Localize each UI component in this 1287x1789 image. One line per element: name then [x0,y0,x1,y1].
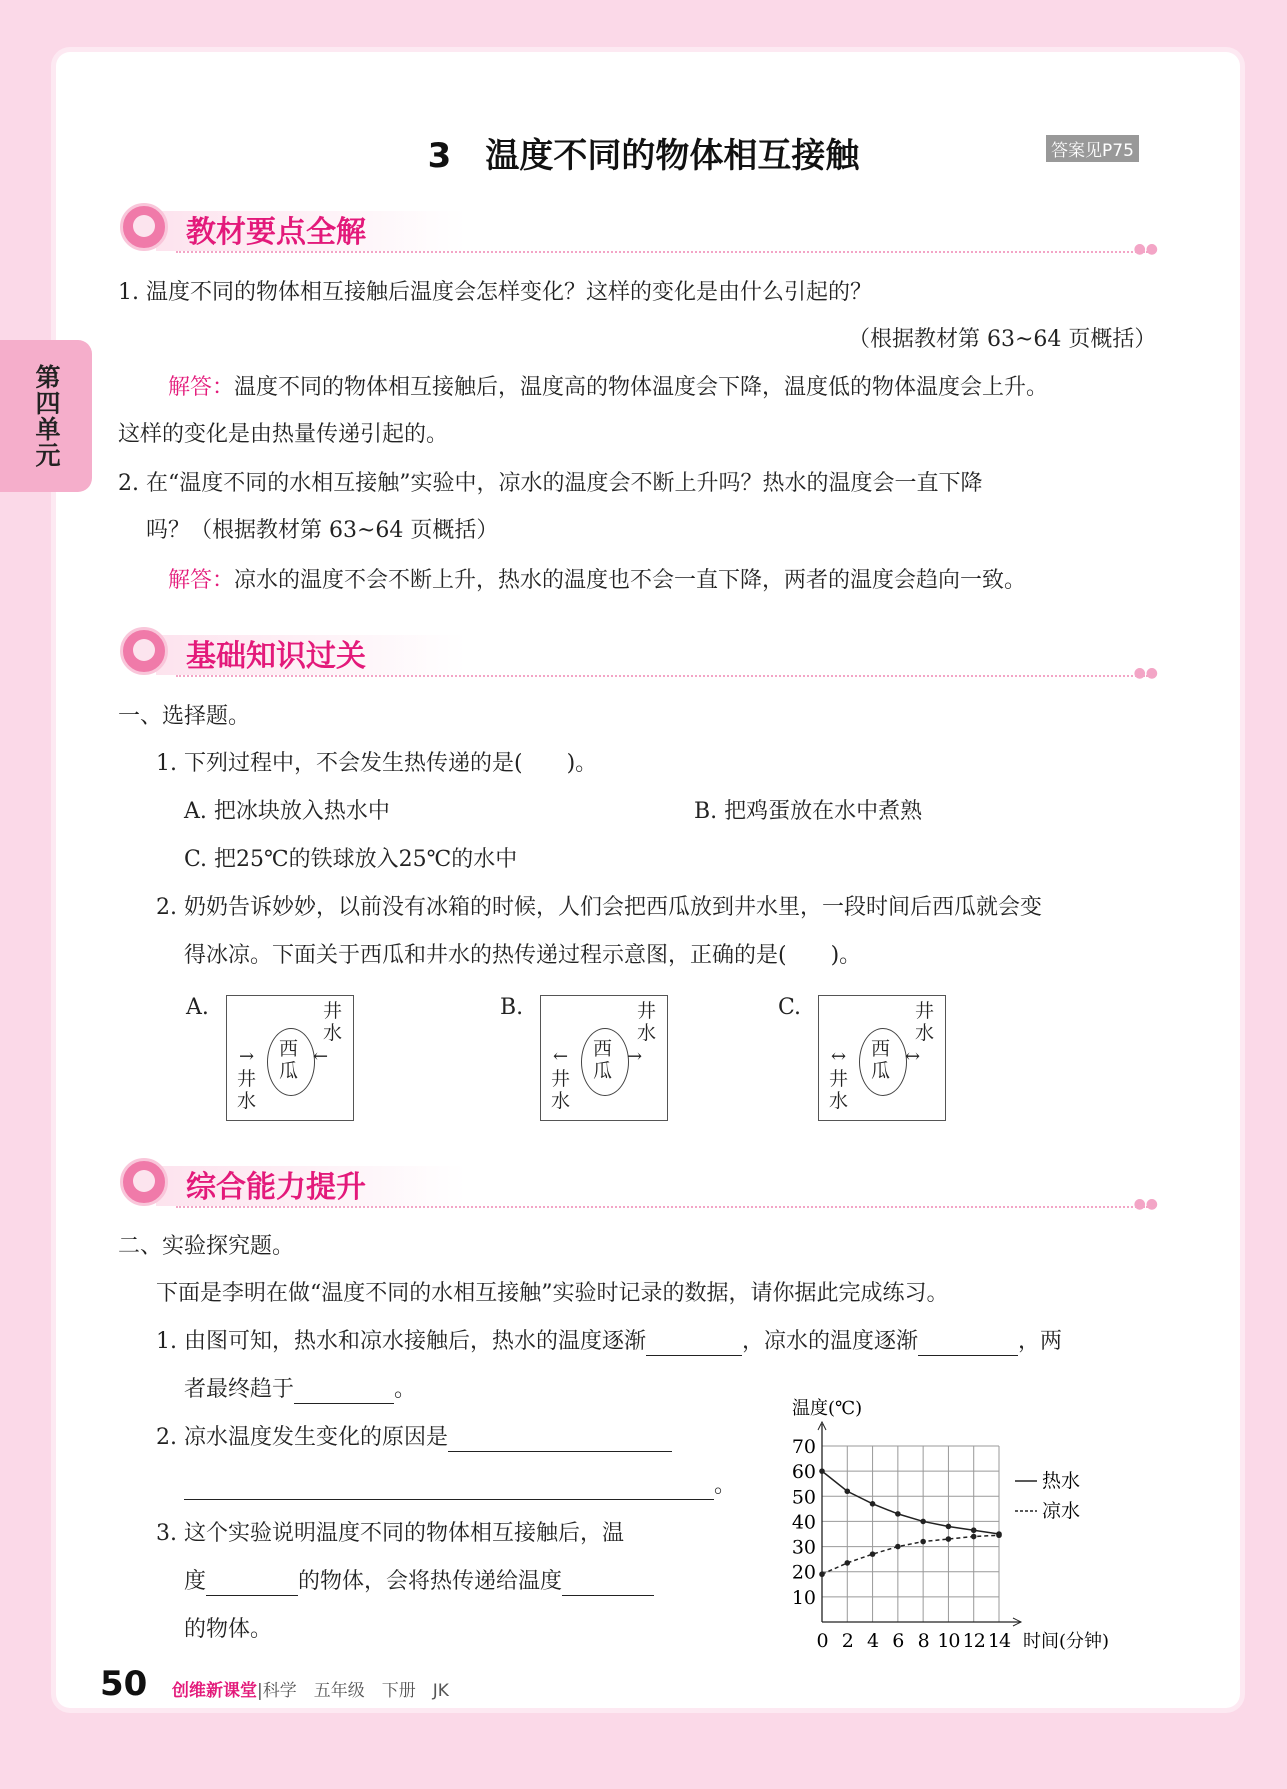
data-point [895,1511,901,1517]
y-tick-label: 60 [791,1461,816,1484]
arrow-icon: → [627,1046,643,1067]
question: 2. 奶奶告诉妙妙，以前没有冰箱的时候，人们会把西瓜放到井水里，一段时间后西瓜就会变 [156,895,1042,920]
x-tick-label: 4 [867,1630,879,1652]
y-tick-label: 10 [791,1586,816,1609]
data-point [971,1527,977,1533]
option-c: C. 把25℃的铁球放入25℃的水中 [184,847,518,872]
answer: 解答：温度不同的物体相互接触后，温度高的物体温度会下降，温度低的物体温度会上升。 [168,375,1049,400]
x-tick-label: 14 [987,1630,1011,1652]
diagram-label: B. [500,995,524,1020]
answer-blank[interactable] [206,1573,298,1596]
y-tick-label: 40 [791,1511,816,1534]
watermelon-label: 西 瓜 [871,1038,891,1082]
question: 1. 由图可知，热水和凉水接触后，热水的温度逐渐 ，凉水的温度逐渐 ，两 [156,1329,1063,1354]
arrow-icon: ← [313,1046,329,1067]
well-water-label: 井 水 [551,1068,571,1112]
section-header: 基础知识过关 ●● [116,627,1158,677]
data-point [971,1534,977,1540]
page-number: 50 [100,1664,148,1704]
well-water-label: 井 水 [829,1068,849,1112]
answer-cont: 这样的变化是由热量传递引起的。 [118,422,449,447]
data-point [920,1519,926,1525]
part-heading: 二、实验探究题。 [118,1234,295,1259]
temperature-chart [780,1390,1160,1665]
well-water-label: 井 水 [237,1068,257,1112]
data-point [870,1551,876,1557]
x-tick-label: 0 [816,1630,828,1652]
part-heading: 一、选择题。 [118,704,251,729]
arrow-icon: ← [553,1046,569,1067]
question: 1. 下列过程中，不会发生热传递的是( )。 [156,751,598,776]
mascot-icon [120,1158,168,1206]
arrow-icon: ↔ [905,1046,921,1067]
question-cont: 得冰凉。下面关于西瓜和井水的热传递过程示意图，正确的是( )。 [184,943,862,968]
y-tick-label: 50 [791,1486,816,1509]
answer-blank[interactable] [184,1477,714,1500]
x-axis-title: 时间(分钟) [1023,1631,1110,1652]
data-point [844,1560,850,1566]
section-header: 综合能力提升 ●● [116,1158,1158,1208]
question: 1. 温度不同的物体相互接触后温度会怎样变化？这样的变化是由什么引起的？ [118,280,872,305]
question-cont: 者最终趋于 。 [184,1377,417,1402]
series-line-0 [822,1471,999,1534]
x-tick-label: 12 [962,1630,985,1652]
question-cont: 度 的物体，会将热传递给温度 [184,1568,654,1596]
series-line-1 [822,1535,999,1574]
well-water-label: 井 水 [915,1000,935,1044]
heat-transfer-diagram [226,995,354,1121]
y-axis-title: 温度(℃) [792,1398,863,1419]
data-point [920,1539,926,1545]
answer-blank[interactable] [646,1333,742,1356]
option-b: B. 把鸡蛋放在水中煮熟 [694,799,923,824]
page-title: 3 温度不同的物体相互接触 [427,136,860,176]
source-note: （根据教材第 63~64 页概括） [848,327,1157,352]
y-tick-label: 30 [791,1536,816,1559]
x-tick-label: 10 [937,1630,960,1652]
heat-transfer-diagram [540,995,668,1121]
data-point [819,1468,825,1474]
answer: 解答：凉水的温度不会不断上升，热水的温度也不会一直下降，两者的温度会趋向一致。 [168,568,1027,593]
heat-transfer-diagram [818,995,946,1121]
mascot-icon [120,203,168,251]
unit-tab: 第四单元 [0,340,92,492]
x-tick-label: 2 [841,1630,853,1652]
option-a: A. 把冰块放入热水中 [184,799,390,824]
question-cont: 。 [184,1472,736,1500]
data-point [844,1488,850,1494]
data-point [895,1544,901,1550]
mascot-icon [120,627,168,675]
question: 2. 在“温度不同的水相互接触”实验中，凉水的温度会不断上升吗？热水的温度会一直下降 [118,471,983,496]
data-point [946,1536,952,1542]
data-point [870,1501,876,1507]
answer-blank[interactable] [294,1381,394,1404]
diagram-label: C. [778,995,802,1020]
y-tick-label: 70 [791,1436,816,1458]
well-water-label: 井 水 [323,1000,343,1044]
answer-reference: 答案见P75 [1046,135,1139,162]
watermelon-label: 西 瓜 [279,1038,299,1082]
question-cont: 吗？（根据教材第 63~64 页概括） [146,518,499,543]
watermelon-label: 西 瓜 [593,1038,613,1082]
x-tick-label: 6 [892,1630,904,1652]
data-point [819,1571,825,1577]
data-point [996,1532,1002,1538]
x-tick-label: 8 [917,1630,929,1652]
footer-info: 创维新课堂|科学 五年级 下册 JK [172,1681,449,1701]
question-cont: 的物体。 [184,1617,273,1642]
legend-label: 热水 [1042,1470,1081,1492]
data-point [946,1524,952,1530]
legend-label: 凉水 [1042,1500,1081,1522]
section-header: 教材要点全解 ●● [116,203,1158,253]
answer-blank[interactable] [562,1573,654,1596]
arrow-icon: → [239,1046,255,1067]
diagram-label: A. [186,995,209,1020]
arrow-icon: ↔ [831,1046,847,1067]
question: 2. 凉水温度发生变化的原因是 [156,1424,672,1452]
y-tick-label: 20 [791,1561,816,1584]
well-water-label: 井 水 [637,1000,657,1044]
answer-blank[interactable] [448,1429,672,1452]
answer-blank[interactable] [918,1333,1018,1356]
intro-text: 下面是李明在做“温度不同的水相互接触”实验时记录的数据，请你据此完成练习。 [156,1281,949,1306]
question: 3. 这个实验说明温度不同的物体相互接触后，温 [156,1521,624,1546]
